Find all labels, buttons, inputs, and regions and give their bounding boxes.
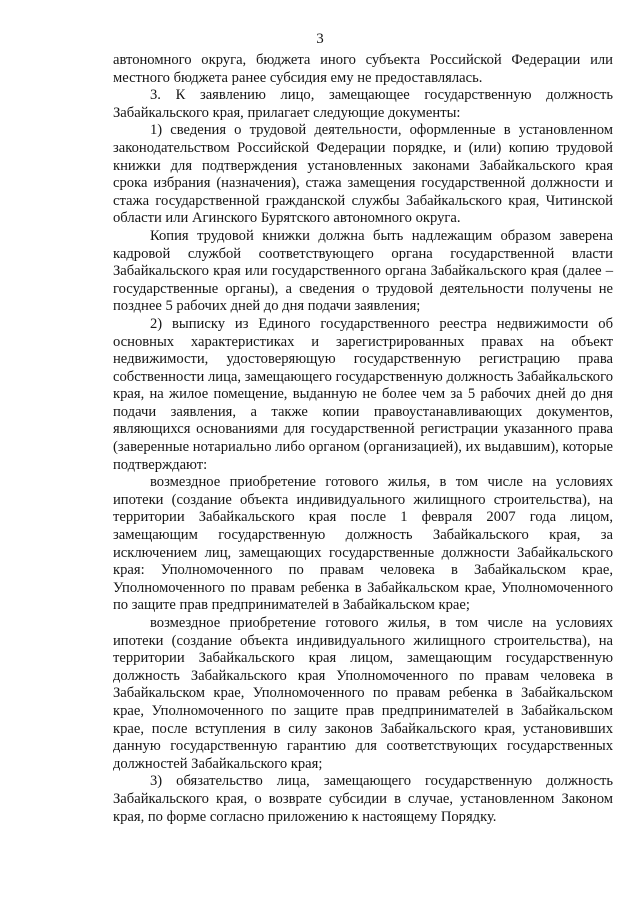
page-number: 3 [316, 31, 324, 47]
paragraph-housing-acquisition-general: возмездное приобретение готового жилья, в том числе на условиях ипотеки (создание объекта индивидуального жилищного строительства), на территории Забайкальского края после 1 февраля 2007 года лицом, замещающим государственную должность Забайкальского края, за исключением лиц, замещающих государственные должности Забайкальского края: Уполномоченного по правам человека в Забайкальском крае, Уполномоченного по правам ребенка в Забайкальском крае, Уполномоченного по защите прав предпринимателей в Забайкальском крае; [113, 474, 613, 614]
paragraph-item-2-registry-extract: 2) выписку из Единого государственного реестра недвижимости об основных характеристиках и зарегистрированных правах на объект недвижимости, удостоверяющую государственную регистрацию права собственности лица, замещающего государственную должность Забайкальского края, на жилое помещение, выданную не более чем за 5 рабочих дней до дня подачи заявления, а также копии правоустанавливающих документов, являющихся основаниями для государственной регистрации указанного права (заверенные нотариально либо органом (организацией), их выдавшим), которые подтверждают: [113, 315, 613, 473]
paragraph-workbook-certification: Копия трудовой книжки должна быть надлежащим образом заверена кадровой службой соответствующего органа государственной власти Забайкальского края или государственного органа Забайкальского края (далее – государственные органы), а сведения о трудовой деятельности получены не позднее 5 рабочих дней до дня подачи заявления; [113, 227, 613, 315]
paragraph-housing-acquisition-ombudsmen: возмездное приобретение готового жилья, в том числе на условиях ипотеки (создание объекта индивидуального жилищного строительства), на территории Забайкальского края лицом, замещающим государственную должность Забайкальского края Уполномоченного по правам человека в Забайкальском крае, Уполномоченного по правам ребенка в Забайкальском крае, Уполномоченного по защите прав предпринимателей в Забайкальском крае, после вступления в силу законов Забайкальского края, установивших данную государственную гарантию для соответствующих государственных должностей Забайкальского края; [113, 615, 613, 772]
paragraph-item-3-obligation: 3) обязательство лица, замещающего государственную должность Забайкальского края, о возврате субсидии в случае, установленном Законом края, по форме согласно приложению к настоящему Порядку. [113, 773, 613, 825]
document-body [113, 52, 613, 826]
paragraph-item-1-employment-records: 1) сведения о трудовой деятельности, оформленные в установленном законодательством Российской Федерации порядке, и (или) копию трудовой книжки для подтверждения установленных законами Забайкальского края срока избрания (назначения), стажа замещения государственной должности и стажа государственной гражданской службы Забайкальского края, Читинской области или Агинского Бурятского автономного округа. [113, 122, 613, 227]
paragraph-clause-3-intro: 3. К заявлению лицо, замещающее государственную должность Забайкальского края, прилагает следующие документы: [113, 87, 613, 121]
paragraph-budget-continuation: автономного округа, бюджета иного субъекта Российской Федерации или местного бюджета ранее субсидия ему не предоставлялась. [113, 52, 613, 86]
